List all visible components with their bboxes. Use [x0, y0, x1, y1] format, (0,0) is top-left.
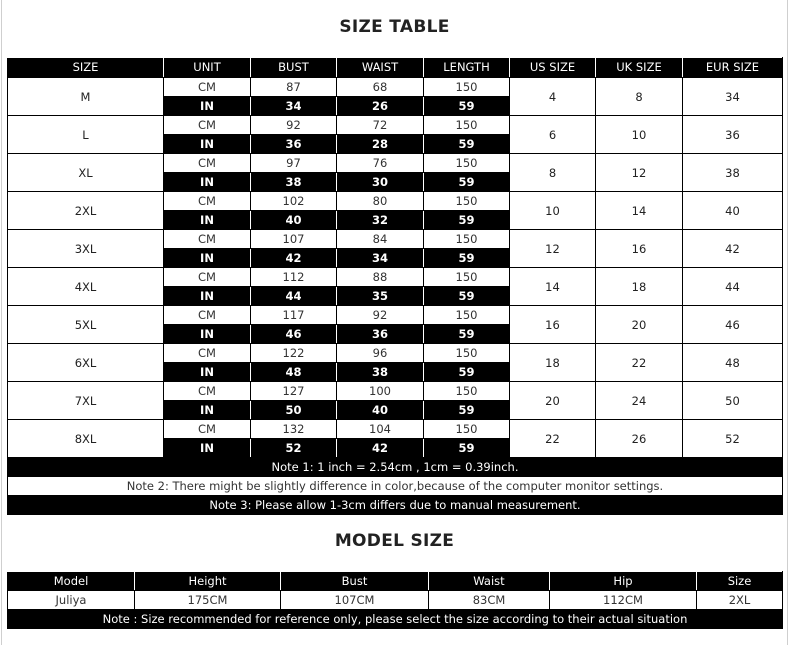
cm-length-cell: 150	[424, 306, 510, 325]
in-length-cell: 59	[424, 401, 510, 420]
size-header-cell: SIZE	[8, 58, 164, 78]
in-unit-cell: IN	[164, 249, 251, 268]
cm-unit-cell: CM	[164, 306, 251, 325]
eur-size-cell: 50	[683, 382, 783, 420]
cm-bust-cell: 102	[251, 192, 337, 211]
size-note-3: Note 3: Please allow 1-3cm differs due to manual measurement.	[8, 496, 783, 515]
in-unit-cell: IN	[164, 97, 251, 116]
eur-size-cell: 44	[683, 268, 783, 306]
cm-waist-cell: 68	[337, 78, 424, 97]
us-size-cell: 22	[510, 420, 596, 458]
size-note-row	[8, 496, 783, 515]
in-waist-cell: 35	[337, 287, 424, 306]
uk-size-cell: 18	[596, 268, 683, 306]
model-table-header-row	[8, 572, 783, 591]
us-size-cell: 16	[510, 306, 596, 344]
size-header-cell: UNIT	[164, 58, 251, 78]
us-size-cell: 12	[510, 230, 596, 268]
eur-size-cell: 48	[683, 344, 783, 382]
cm-length-cell: 150	[424, 154, 510, 173]
cm-bust-cell: 97	[251, 154, 337, 173]
cm-waist-cell: 80	[337, 192, 424, 211]
model-header-cell: Size	[697, 572, 783, 591]
size-label-cell: 3XL	[8, 230, 164, 268]
in-waist-cell: 28	[337, 135, 424, 154]
model-table-note-row	[8, 610, 783, 629]
cm-length-cell: 150	[424, 116, 510, 135]
in-bust-cell: 42	[251, 249, 337, 268]
size-table-title: SIZE TABLE	[339, 17, 450, 37]
size-label-cell: 7XL	[8, 382, 164, 420]
size-note-row	[8, 458, 783, 477]
cm-length-cell: 150	[424, 420, 510, 439]
cm-length-cell: 150	[424, 382, 510, 401]
cm-unit-cell: CM	[164, 382, 251, 401]
size-row-cm	[8, 230, 783, 249]
model-value-cell: 83CM	[429, 591, 550, 610]
eur-size-cell: 34	[683, 78, 783, 116]
in-length-cell: 59	[424, 325, 510, 344]
size-row-cm	[8, 116, 783, 135]
model-size-table	[7, 571, 783, 629]
us-size-cell: 4	[510, 78, 596, 116]
cm-length-cell: 150	[424, 268, 510, 287]
size-header-cell: EUR SIZE	[683, 58, 783, 78]
in-length-cell: 59	[424, 173, 510, 192]
us-size-cell: 6	[510, 116, 596, 154]
cm-bust-cell: 87	[251, 78, 337, 97]
cm-waist-cell: 76	[337, 154, 424, 173]
cm-waist-cell: 84	[337, 230, 424, 249]
uk-size-cell: 14	[596, 192, 683, 230]
size-row-cm	[8, 268, 783, 287]
size-label-cell: 5XL	[8, 306, 164, 344]
model-size-title: MODEL SIZE	[334, 531, 455, 551]
cm-waist-cell: 100	[337, 382, 424, 401]
uk-size-cell: 26	[596, 420, 683, 458]
in-bust-cell: 48	[251, 363, 337, 382]
size-row-cm	[8, 78, 783, 97]
in-waist-cell: 40	[337, 401, 424, 420]
size-row-cm	[8, 154, 783, 173]
size-header-cell: LENGTH	[424, 58, 510, 78]
in-bust-cell: 50	[251, 401, 337, 420]
in-length-cell: 59	[424, 249, 510, 268]
eur-size-cell: 36	[683, 116, 783, 154]
us-size-cell: 10	[510, 192, 596, 230]
cm-waist-cell: 104	[337, 420, 424, 439]
cm-bust-cell: 112	[251, 268, 337, 287]
in-unit-cell: IN	[164, 439, 251, 458]
cm-bust-cell: 132	[251, 420, 337, 439]
in-waist-cell: 38	[337, 363, 424, 382]
in-length-cell: 59	[424, 439, 510, 458]
size-table-header-row	[8, 58, 783, 78]
in-unit-cell: IN	[164, 363, 251, 382]
cm-waist-cell: 72	[337, 116, 424, 135]
size-table	[7, 57, 783, 515]
size-header-cell: US SIZE	[510, 58, 596, 78]
in-length-cell: 59	[424, 97, 510, 116]
size-row-cm	[8, 344, 783, 363]
cm-unit-cell: CM	[164, 116, 251, 135]
cm-bust-cell: 127	[251, 382, 337, 401]
uk-size-cell: 24	[596, 382, 683, 420]
cm-unit-cell: CM	[164, 230, 251, 249]
cm-unit-cell: CM	[164, 420, 251, 439]
model-value-cell: 2XL	[697, 591, 783, 610]
model-header-cell: Height	[135, 572, 281, 591]
in-unit-cell: IN	[164, 401, 251, 420]
eur-size-cell: 38	[683, 154, 783, 192]
in-length-cell: 59	[424, 287, 510, 306]
model-note: Note : Size recommended for reference only, please select the size according to their actual situation	[8, 610, 783, 629]
model-header-cell: Model	[8, 572, 135, 591]
size-note-1: Note 1: 1 inch = 2.54cm , 1cm = 0.39inch.	[8, 458, 783, 477]
in-bust-cell: 38	[251, 173, 337, 192]
in-waist-cell: 42	[337, 439, 424, 458]
in-waist-cell: 30	[337, 173, 424, 192]
uk-size-cell: 16	[596, 230, 683, 268]
cm-unit-cell: CM	[164, 268, 251, 287]
cm-length-cell: 150	[424, 78, 510, 97]
us-size-cell: 18	[510, 344, 596, 382]
cm-bust-cell: 117	[251, 306, 337, 325]
eur-size-cell: 42	[683, 230, 783, 268]
cm-length-cell: 150	[424, 344, 510, 363]
size-label-cell: 8XL	[8, 420, 164, 458]
cm-waist-cell: 92	[337, 306, 424, 325]
model-table-row	[8, 591, 783, 610]
model-header-cell: Hip	[550, 572, 697, 591]
cm-bust-cell: 107	[251, 230, 337, 249]
in-bust-cell: 36	[251, 135, 337, 154]
eur-size-cell: 52	[683, 420, 783, 458]
in-waist-cell: 34	[337, 249, 424, 268]
in-length-cell: 59	[424, 363, 510, 382]
model-header-cell: Waist	[429, 572, 550, 591]
eur-size-cell: 40	[683, 192, 783, 230]
in-unit-cell: IN	[164, 325, 251, 344]
size-row-cm	[8, 306, 783, 325]
cm-unit-cell: CM	[164, 192, 251, 211]
cm-waist-cell: 96	[337, 344, 424, 363]
in-waist-cell: 26	[337, 97, 424, 116]
size-label-cell: XL	[8, 154, 164, 192]
uk-size-cell: 22	[596, 344, 683, 382]
size-header-cell: UK SIZE	[596, 58, 683, 78]
cm-unit-cell: CM	[164, 344, 251, 363]
us-size-cell: 14	[510, 268, 596, 306]
model-value-cell: 107CM	[281, 591, 429, 610]
in-bust-cell: 44	[251, 287, 337, 306]
in-unit-cell: IN	[164, 287, 251, 306]
size-row-cm	[8, 192, 783, 211]
eur-size-cell: 46	[683, 306, 783, 344]
cm-bust-cell: 92	[251, 116, 337, 135]
in-unit-cell: IN	[164, 211, 251, 230]
cm-length-cell: 150	[424, 192, 510, 211]
size-row-cm	[8, 382, 783, 401]
size-label-cell: M	[8, 78, 164, 116]
cm-waist-cell: 88	[337, 268, 424, 287]
in-bust-cell: 40	[251, 211, 337, 230]
in-waist-cell: 36	[337, 325, 424, 344]
uk-size-cell: 12	[596, 154, 683, 192]
size-label-cell: L	[8, 116, 164, 154]
uk-size-cell: 10	[596, 116, 683, 154]
size-note-2: Note 2: There might be slightly difference in color,because of the computer monitor settings.	[8, 477, 783, 496]
size-row-cm	[8, 420, 783, 439]
in-bust-cell: 52	[251, 439, 337, 458]
us-size-cell: 8	[510, 154, 596, 192]
in-length-cell: 59	[424, 211, 510, 230]
model-value-cell: Juliya	[8, 591, 135, 610]
cm-unit-cell: CM	[164, 154, 251, 173]
in-bust-cell: 34	[251, 97, 337, 116]
cm-unit-cell: CM	[164, 78, 251, 97]
uk-size-cell: 20	[596, 306, 683, 344]
in-unit-cell: IN	[164, 173, 251, 192]
model-header-cell: Bust	[281, 572, 429, 591]
cm-length-cell: 150	[424, 230, 510, 249]
in-waist-cell: 32	[337, 211, 424, 230]
size-label-cell: 2XL	[8, 192, 164, 230]
us-size-cell: 20	[510, 382, 596, 420]
in-bust-cell: 46	[251, 325, 337, 344]
size-note-row	[8, 477, 783, 496]
in-length-cell: 59	[424, 135, 510, 154]
size-label-cell: 6XL	[8, 344, 164, 382]
in-unit-cell: IN	[164, 135, 251, 154]
model-value-cell: 112CM	[550, 591, 697, 610]
size-label-cell: 4XL	[8, 268, 164, 306]
uk-size-cell: 8	[596, 78, 683, 116]
model-value-cell: 175CM	[135, 591, 281, 610]
size-header-cell: WAIST	[337, 58, 424, 78]
size-header-cell: BUST	[251, 58, 337, 78]
cm-bust-cell: 122	[251, 344, 337, 363]
